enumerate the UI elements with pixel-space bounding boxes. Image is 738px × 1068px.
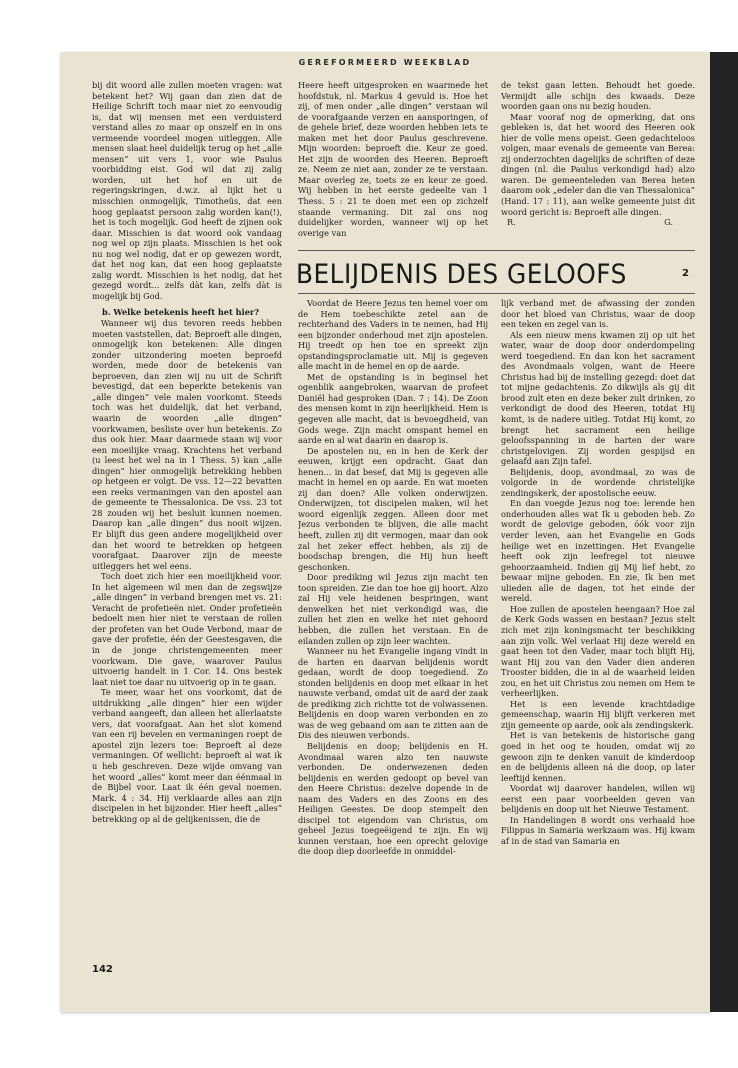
column-2 bbox=[298, 80, 488, 250]
paragraph: Het is een levende krachtdadige gemeenschap, waarin Hij blijft verkeren met zijn gemeente op aarde, ook als zendingskerk. bbox=[501, 698, 695, 730]
paragraph: In Handelingen 8 wordt ons verhaald hoe Filippus in Samaria werkzaam was. Hij kwam af in de stad van Samaria en bbox=[501, 814, 695, 846]
paragraph: Belijdenis en doop; belijdenis en H. Avondmaal waren alzo ten nauwste verbonden. De onderwezenen deden belijdenis en werden gedoopt op bevel van den Heere Christus: dezelve dopende in de naam des Vaders en des Zoons en des Heiligen Geestes. De doop stempelt den discipel tot eigendom van Christus, om geheel Jezus toegeëigend te zijn. En wij kunnen verstaan, hoe een oprecht gelovige die doop diep doorleefde in onmiddel- bbox=[298, 740, 488, 857]
paragraph: Voordat de Heere Jezus ten hemel voer om de Hem toebeschikte zetel aan de rechterhand des Vaders in te nemen, had Hij een bijzonder onderhoud met zijn apostelen. Hij treedt op hen toe en spreekt zijn opstandingsproclamatie uit. Mij is gegeven alle macht in de hemel en op de aarde. bbox=[298, 298, 488, 372]
title-rule-top bbox=[298, 250, 695, 251]
scan-background bbox=[0, 0, 738, 52]
paragraph: Als een nieuw mens kwamen zij op uit het water, waar de doop door onderdompeling werd toegediend. En dan kon het sacrament des Avondmaals volgen, want de Heere Christus had bij de instelling gezegd: doet dat tot mijne gedachtenis. Zo dikwijls als gij dit brood zult eten en deze beker zult drinken, zo verkondigt de dood des Heeren, totdat Hij komt, is de nadere uitleg. Totdat Hij komt, zo brengt het sacrament een heilige geloofsspanning in de harten der ware christgelovigen. Zij worden gespijsd en gelaafd aan Zijn tafel. bbox=[501, 329, 695, 467]
signature-initial-right: G. bbox=[664, 217, 673, 228]
column-4 bbox=[298, 298, 488, 950]
paragraph: Te meer, waar het ons voorkomt, dat de uitdrukking „alle dingen” hier een wijder verband aangeeft, dan alleen het allerlaatste vers, dat voorafgaat. Aan het slot komend van een rij bevelen en vermaningen roept de apostel zijn lezers toe: Beproeft al deze vermaningen. Of wellicht: beproeft al wat ik u heb geschreven. Deze wijde omvang van het woord „alles” komt meer dan éénmaal in de Bijbel voor. Laat ik één geval noemen. Mark. 4 : 34. Hij verklaarde alles aan zijn discipelen in het bijzonder. Hier heeft „alles” betrekking op al de gelijkenissen, die de bbox=[92, 687, 282, 824]
paragraph: De apostelen nu, en in hen de Kerk der eeuwen, krijgt een opdracht. Gaat dan henen... in dat besef, dat Mij is gegeven alle macht in hemel en op aarde. En wat moeten zij dan doen? Alle volken onderwijzen. Onderwijzen, tot discipelen maken, wil het woord eigenlijk zeggen. Alleen door met Jezus verbonden te blijven, die alle macht heeft, zullen zij dit vermogen, maar dan ook zal het zeker effect hebben, als zij de boodschap brengen, die Hij hun heeft geschonken. bbox=[298, 445, 488, 572]
paragraph: bij dit woord alle zullen moeten vragen: wat betekent het? Wij gaan dan zien dat de Heilige Schrift toch maar niet zo eenvoudig is, dat wij mensen met een verduisterd verstand alles zo maar op onszelf en in ons vermeende voordeel mogen uitleggen. Alle mensen slaat heel duidelijk terug op het „alle mensen” uit vers 1, voor wie Paulus voorbidding eist. God wil dat zij zalig worden, uit het hof en uit de regeringskringen, d.w.z. al lijkt het u misschien onmogelijk, Timotheüs, dat een hoog geplaatst persoon zalig worden kan(!), het is toch mogelijk. God heeft de zijnen ook daar. Misschien is dat woord ook vandaag nog wel op zijn plaats. Misschien is het ook nu nog wel nodig, dat er op gewezen wordt, dat het nog kan, dat een hoog geplaatste zalig wordt. Misschien is het nodig, dat het gezegd wordt... zelfs dàt kan, zelfs dàt is mogelijk bij God. bbox=[92, 80, 282, 301]
page-edge-shadow bbox=[710, 52, 738, 1012]
paragraph: Wanneer nu het Evangelie ingang vindt in de harten en daarvan belijdenis wordt gedaan, wordt de doop toegediend. Zo stonden belijdenis en doop met elkaar in het nauwste verband, omdat uit de aard der zaak de prediking zich richtte tot de volwassenen. Belijdenis en doop waren verbonden en zo was de weg gebaand om aan te zitten aan de Dis des nieuwen verbonds. bbox=[298, 646, 488, 741]
article-title: BELIJDENIS DES GELOOFS bbox=[296, 259, 627, 290]
paragraph: Voordat wij daarover handelen, willen wij eerst een paar voorbeelden geven van belijdenis en doop uit het Nieuwe Testament. bbox=[501, 783, 695, 815]
page-number: 142 bbox=[92, 964, 113, 975]
paragraph: de tekst gaan letten. Behoudt het goede. Vermijdt alle schijn des kwaads. Deze woorden gaan ons nu bezig houden. bbox=[501, 80, 695, 112]
running-header: GEREFORMEERD WEEKBLAD bbox=[298, 58, 472, 67]
paragraph: Door prediking wil Jezus zijn macht ten toon spreiden. Zie dan toe hoe gij hoort. Alzo zal Hij vele heidenen bespringen, want denwelken het niet verkondigd was, die zullen het zien en welke het niet gehoord hebben, die zullen het verstaan. En de eilanden zullen op zijn leer wachten. bbox=[298, 572, 488, 646]
article-number: 2 bbox=[682, 268, 689, 279]
paragraph: Maar vooraf nog de opmerking, dat ons gebleken is, dat het woord des Heeren ook hier de volle mens opeist. Geen gedachteloos volgen, maar evenals de gemeente van Berea: zij onderzochten dagelijks de schriften of deze dingen (nl. die Paulus verkondigd had) alzo waren. De gemeenteleden van Berea heten daarom ook „edeler dan die van Thessalonica” (Hand. 17 : 11), aan welke gemeente juist dit woord gericht is: Beproeft alle dingen. bbox=[501, 111, 695, 217]
author-signature bbox=[501, 217, 695, 228]
title-rule-bottom bbox=[298, 293, 695, 294]
paragraph: En dan voegde Jezus nog toe: lerende hen onderhouden alles wat Ik u geboden heb. Zo wordt de gelovige geboden, óók voor zijn verder leven, aan het Evangelie en Gods heilige wet en inzettingen. Het Evangelie heeft ook zijn leefregel tot nieuwe gehoorzaamheid. Indien gij Mij lief hebt, zo bewaar mijne geboden. En zie, Ik ben met ulieden alle de dagen, tot het einde der wereld. bbox=[501, 498, 695, 604]
paragraph: lijk verband met de afwassing der zonden door het bloed van Christus, waar de doop een teken en zegel van is. bbox=[501, 298, 695, 330]
subheading: b. Welke betekenis heeft het hier? bbox=[102, 307, 260, 318]
paragraph: Met de opstanding is in beginsel het ogenblik aangebroken, waarvan de profeet Daniël had gesproken (Dan. 7 : 14). De Zoon des mensen komt in zijn heerlijkheid. Hem is gegeven alle macht, dat is bevoegdheid, van Gods wege. Zijn macht omspant hemel en aarde en al wat daarin en daarop is. bbox=[298, 371, 488, 446]
paragraph: Toch doet zich hier een moeilijkheid voor. In het algemeen wil men dan de zegswijze „alle dingen” in verband brengen met vs. 21: Veracht de profetieën niet. Onder profetieën bedoelt men hier niet te verstaan de rollen der profeten van het Oude Verbond, maar de gave der profetie, één der Geestesgaven, die in de jonge christengemeenten meer voorkwam. Die gave, waarover Paulus uitvoerig handelt in 1 Cor. 14. Ons bestek laat niet toe daar nu uitvoerig op in te gaan. bbox=[92, 571, 282, 687]
column-1 bbox=[92, 80, 282, 950]
signature-initial-left: R. bbox=[507, 217, 516, 228]
column-5 bbox=[501, 298, 695, 950]
paragraph: Wanneer wij dus tevoren reeds hebben moeten vaststellen, dat: Beproeft alle dingen, onmogelijk kon betekenen: Alle dingen zonder uitzondering moeten beproefd worden, mede door de betekenis van beproeven, dan zien wij nu uit de Schrift bevestigd, dat een beperkte betekenis van „alle dingen” vele malen voorkomt. Steeds toch was het duidelijk, dat het verband, waarin de woorden „alle dingen” voorkwamen, besliste over hun betekenis. Zo dus ook hier. Maar daarmede staan wij voor een moeilijke vraag. Krachtens het verband (u leest het wel na in 1 Thess. 5) kan „alle dingen” hier onmogelijk betrekking hebben op hetgeen er volgt. De vss. 12—22 bevatten een reeks vermaningen van den apostel aan de gemeente te Thessalonica. De vss. 23 tot 28 zouden wij het besluit kunnen noemen. Daarop kan „alle dingen” dus nooit wijzen. Er blijft dus geen andere mogelijkheid over dan het woord te betrekken op hetgeen voorafgaat. Daarover zijn de meeste uitleggers het wel eens. bbox=[92, 318, 282, 571]
paragraph: Heere heeft uitgesproken en waarmede het hoofdstuk, nl. Markus 4 gevuld is. Hoe het zij, of men onder „alle dingen” verstaan wil de voorafgaande verzen en aansporingen, of de gehele brief, deze woorden hebben iets te maken met het door Paulus geschrevene. Mijn woorden: beproeft die. Keur ze goed. Het zijn de woorden des Heeren. Beproeft ze. Neem ze niet aan, zonder ze te verstaan. Maar overleg ze, toets ze en keur ze goed. Wij hebben in het eerste gedeelte van 1 Thess. 5 : 21 te doen met een op zichzelf staande vermaning. Dit zal ons nog duidelijker worden, wanneer wij op het overige van bbox=[298, 80, 488, 238]
paragraph: Hoe zullen de apostelen heengaan? Hoe zal de Kerk Gods wassen en bestaan? Jezus stelt zich met zijn koningsmacht ter beschikking aan zijn volk. Wel verlaat Hij deze wereld en gaat heen tot den Vader, maar toch blijft Hij, want Hij zou van den Vader dien anderen Trooster bidden, die in al de waarheid leiden zou, en het uit Christus zou nemen om Hem te verheerlijken. bbox=[501, 603, 695, 699]
paragraph: Het is van betekenis de historische gang goed in het oog te houden, omdat wij zo gewoon zijn te denken vanuit de kinderdoop en de belijdenis alleen ná die doop, op later leeftijd kennen. bbox=[501, 730, 695, 783]
column-3 bbox=[501, 80, 695, 250]
paragraph: Belijdenis, doop, avondmaal, zo was de volgorde in de wordende christelijke zendingskerk, der apostolische eeuw. bbox=[501, 466, 695, 498]
